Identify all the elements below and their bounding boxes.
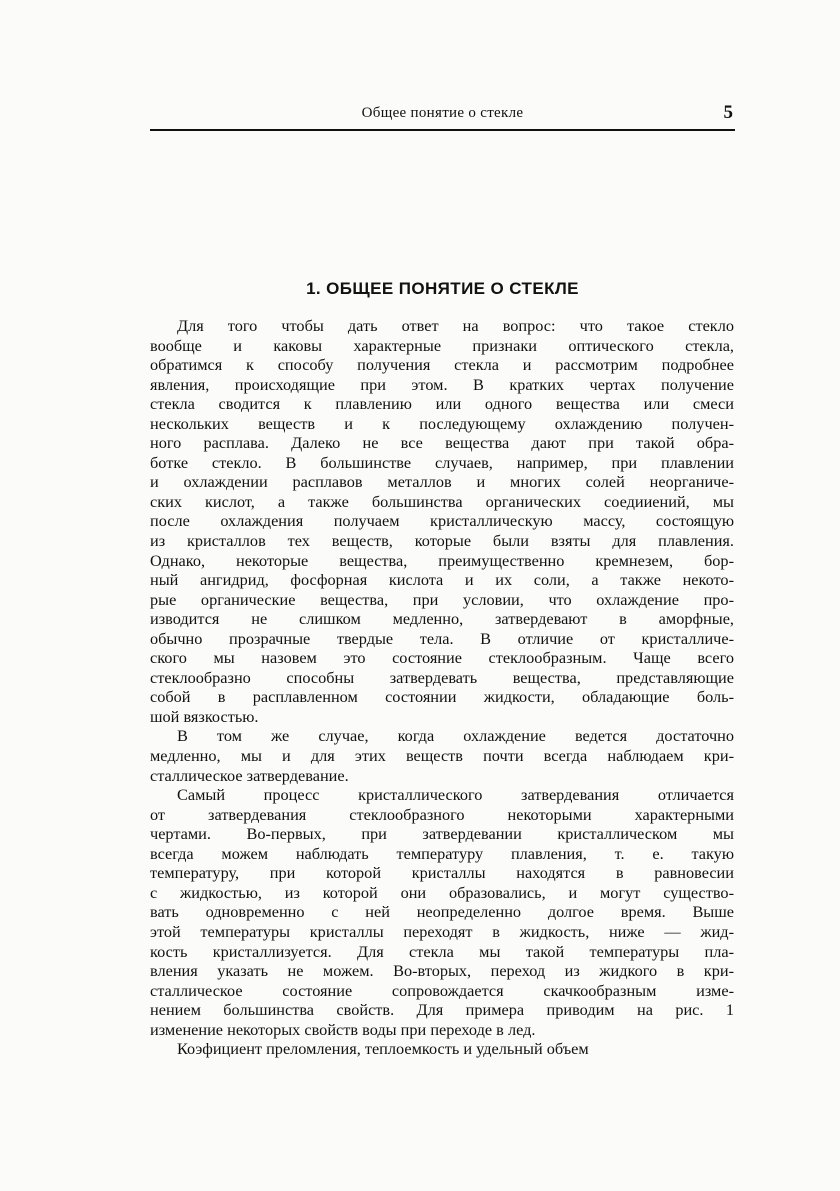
text-line: ный ангидрид, фосфорная кислота и их соли, а также некото- [150, 570, 734, 590]
text-line: стеклообразно способны затвердевать вещества, представляющие [150, 667, 734, 687]
text-line: из кристаллов тех веществ, которые были взяты для плавления. [150, 531, 734, 551]
text-line: явления, происходящие при этом. В кратких чертах получение [150, 374, 734, 394]
running-title: Общее понятие о стекле [361, 105, 524, 121]
text-line: шой вязкостью. [150, 706, 259, 726]
text-line: стекла сводится к плавлению или одного вещества или смеси [150, 394, 734, 414]
chapter-heading: 1. ОБЩЕЕ ПОНЯТИЕ О СТЕКЛЕ [306, 279, 579, 298]
text-line: кость кристаллизуется. Для стекла мы такой температуры пла- [150, 941, 734, 961]
paragraph [150, 316, 734, 726]
text-line: сталлическое затвердевание. [150, 765, 349, 785]
text-line: температуру, при которой кристаллы находятся в равновесии [150, 863, 734, 883]
text-line: ского мы назовем это состояние стеклообразным. Чаще всего [150, 648, 734, 668]
text-line: ских кислот, а также большинства органических соедииений, мы [150, 491, 734, 511]
text-line: медленно, мы и для этих веществ почти всегда наблюдаем кри- [150, 746, 734, 766]
text-line: Коэфициент преломления, теплоемкость и удельный объем [177, 1039, 589, 1059]
text-line: ного расплава. Далеко не все вещества дают при такой обра- [150, 433, 734, 453]
text-line: обратимся к способу получения стекла и рассмотрим подробнее [150, 355, 734, 375]
text-line: Однако, некоторые вещества, преимущественно кремнезем, бор- [150, 550, 734, 570]
text-line: собой в расплавленном состоянии жидкости, обладающие боль- [150, 687, 734, 707]
paragraph [150, 726, 734, 785]
text-line: этой температуры кристаллы переходят в жидкость, ниже — жид- [150, 921, 734, 941]
text-line: и охлаждении расплавов металлов и многих солей неорганиче- [150, 472, 734, 492]
text-line: после охлаждения получаем кристаллическую массу, состоящую [150, 511, 734, 531]
text-line: рые органические вещества, при условии, что охлаждение про- [150, 589, 734, 609]
running-head [150, 103, 735, 131]
text-line: вообще и каковы характерные признаки оптического стекла, [150, 335, 734, 355]
text-line: нением большинства свойств. Для примера приводим на рис. 1 [150, 1000, 734, 1020]
text-line: всегда можем наблюдать температуру плавления, т. е. такую [150, 843, 734, 863]
text-line: нескольких веществ и к последующему охлаждению получен- [150, 413, 734, 433]
text-line: с жидкостью, из которой они образовались, и могут существо- [150, 882, 734, 902]
paragraph [150, 785, 734, 1039]
body-text [150, 316, 734, 1059]
text-line: Самый процесс кристаллического затвердевания отличается [177, 785, 734, 805]
text-line: чертами. Во-первых, при затвердевании кристаллическом мы [150, 824, 734, 844]
text-line: В том же случае, когда охлаждение ведется достаточно [177, 726, 734, 746]
text-line: вления указать не можем. Во-вторых, переход из жидкого в кри- [150, 961, 734, 981]
paragraph [150, 1039, 734, 1059]
page-number: 5 [723, 102, 733, 123]
text-line: сталлическое состояние сопровождается скачкообразным изме- [150, 980, 734, 1000]
text-line: ботке стекло. В большинстве случаев, например, при плавлении [150, 452, 734, 472]
text-line: обычно прозрачные твердые тела. В отличие от кристалличе- [150, 628, 734, 648]
text-line: Для того чтобы дать ответ на вопрос: что такое стекло [177, 316, 734, 335]
text-line: от затвердевания стеклообразного некоторыми характерными [150, 804, 734, 824]
text-line: изменение некоторых свойств воды при переходе в лед. [150, 1019, 536, 1039]
text-line: вать одновременно с ней неопределенно долгое время. Выше [150, 902, 734, 922]
text-line: изводится не слишком медленно, затвердевают в аморфные, [150, 609, 734, 629]
